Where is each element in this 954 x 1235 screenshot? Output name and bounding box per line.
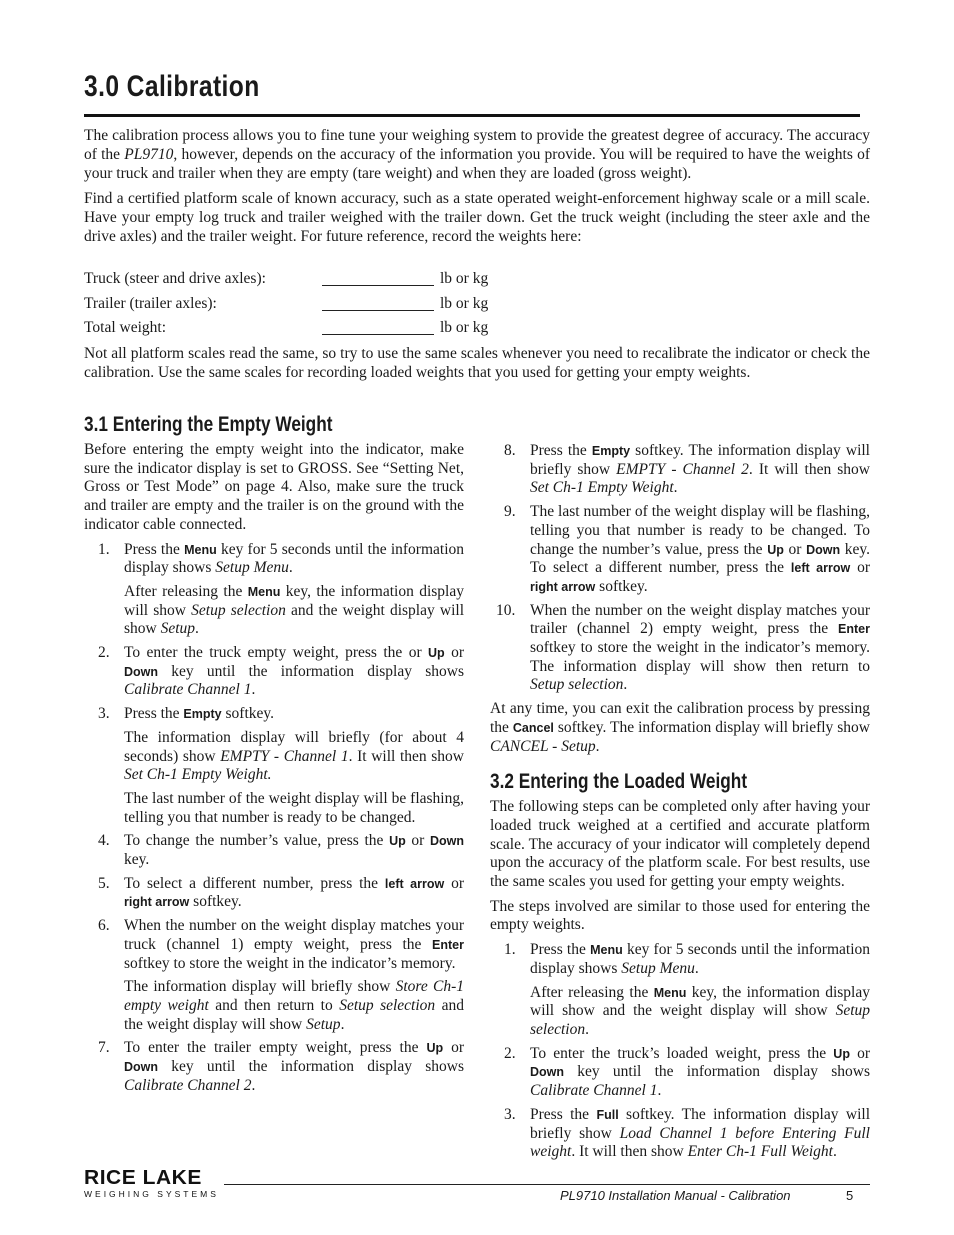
page-number: 5 xyxy=(846,1188,854,1203)
blank-line xyxy=(322,270,434,286)
list-item: 2. To enter the truck’s loaded weight, press the Up or Down key until the information display shows Calibrate Channel 1. xyxy=(504,1044,870,1100)
section-heading-3-2: 3.2 Entering the Loaded Weight xyxy=(490,770,748,794)
right-column xyxy=(490,442,870,1167)
list-item: 1. Press the Menu key for 5 seconds until the information display shows Setup Menu. After releasing the Menu key, the information display will show and the weight display will show Setup selection. xyxy=(504,941,871,1038)
section-heading-3-1: 3.1 Entering the Empty Weight xyxy=(84,413,333,436)
list-item: 2. To enter the truck empty weight, press the or Up or Down key until the information display shows Calibrate Channel 1. xyxy=(98,644,464,699)
page-title: 3.0 Calibration xyxy=(84,70,260,103)
intro-section-2 xyxy=(84,344,870,382)
list-item: 3. Press the Full softkey. The information display will briefly show Load Channel 1 before Entering Full weight. It will then show Enter Ch-1 Full Weight. xyxy=(504,1105,870,1161)
weight-row: Truck (steer and drive axles): lb or kg xyxy=(84,270,489,287)
empty-weight-steps-continued xyxy=(490,442,870,695)
list-item: 10. When the number on the weight display matches your trailer (channel 2) empty weight, press the Enter softkey to store the weight in the indicator’s memory. The information display will show then return to Setup selection. xyxy=(496,601,870,694)
list-item: 5. To select a different number, press the left arrow or right arrow softkey. xyxy=(98,874,464,911)
list-item: 8. Press the Empty softkey. The information display will briefly show EMPTY - Channel 2. It will then show Set Ch-1 Empty Weight. xyxy=(504,442,871,497)
section-3-1-intro: Before entering the empty weight into the indicator, make sure the indicator display is set to GROSS. See “Setting Net, Gross or Test Mode” on page 4. Also, make sure the truck and trailer are empty and the trailer is on the ground with the indicator cable connected. xyxy=(84,441,464,533)
list-item: 4. To change the number’s value, press the Up or Down key. xyxy=(98,832,464,869)
footer-rule xyxy=(224,1184,870,1185)
empty-weight-steps xyxy=(84,541,464,1096)
list-item: 6. When the number on the weight display matches your truck (channel 1) empty weight, press the Enter softkey to store the weight in the indicator’s memory. The information display will briefly show Store Ch-1 empty weight and then return to Setup selection and the weight display will show Setup. xyxy=(98,917,465,1033)
intro-paragraph-2: Find a certified platform scale of known accuracy, such as a state operated weight-enforcement highway scale or a mill scale. Have your empty log truck and trailer weighed with the trailer down. Get the truck weight (including the steer axle and the drive axles) and the trailer weight. For future reference, record the weights here: xyxy=(84,190,870,245)
list-item: 1. Press the Menu key for 5 seconds until the information display shows Setup Menu. After releasing the Menu key, the information display will show Setup selection and the weight display will show Setup. xyxy=(98,540,465,638)
list-item: 7. To enter the trailer empty weight, press the Up or Down key until the information display shows Calibrate Channel 2. xyxy=(98,1039,464,1094)
blank-line xyxy=(322,295,434,311)
section-3-2-paragraph-2: The steps involved are similar to those used for entering the empty weights. xyxy=(490,897,870,934)
intro-paragraph-3: Not all platform scales read the same, so try to use the same scales whenever you need to recalibrate the indicator or check the calibration. Use the same scales for recording loaded weights that you used for getting your empty weights. xyxy=(84,345,870,381)
blank-line xyxy=(322,319,434,335)
title-rule xyxy=(84,114,860,117)
rice-lake-logo: RICE LAKE WEIGHING SYSTEMS xyxy=(84,1167,219,1199)
weight-row: Total weight: lb or kg xyxy=(84,319,489,336)
left-column xyxy=(84,413,464,1101)
loaded-weight-steps xyxy=(490,941,870,1162)
cancel-note: At any time, you can exit the calibration process by pressing the Cancel softkey. The information display will briefly show CANCEL - Setup. xyxy=(490,700,870,755)
list-item: 3. Press the Empty softkey. The information display will briefly (for about 4 seconds) show EMPTY - Channel 1. It will then show Set Ch-1 Empty Weight. The last number of the weight display will be flashing, telling you that number is ready to be changed. xyxy=(98,705,464,826)
weights-record-table xyxy=(84,270,488,344)
intro-section xyxy=(84,126,870,246)
section-3-2-paragraph-1: The following steps can be completed only after having your loaded truck weighed at a certified and accurate platform scale. The accuracy of your indicator will completely depend upon the accuracy of the platform scale. For best results, use the same scales you used for getting your empty weights. xyxy=(490,798,870,891)
weight-row: Trailer (trailer axles): lb or kg xyxy=(84,294,489,312)
list-item: 9. The last number of the weight display will be flashing, telling you that number is ready to be changed. To change the number’s value, press the Up or Down key. To select a different number, press the left arrow or right arrow softkey. xyxy=(504,503,870,595)
intro-paragraph-1: The calibration process allows you to fine tune your weighing system to provide the greatest degree of accuracy. The accuracy of the PL9710, however, depends on the accuracy of the information you provide. You will be required to have the weights of your truck and trailer when they are empty (tare weight) and when they are loaded (gross weight). xyxy=(84,127,870,182)
footer-manual-title: PL9710 Installation Manual - Calibration xyxy=(560,1188,791,1203)
